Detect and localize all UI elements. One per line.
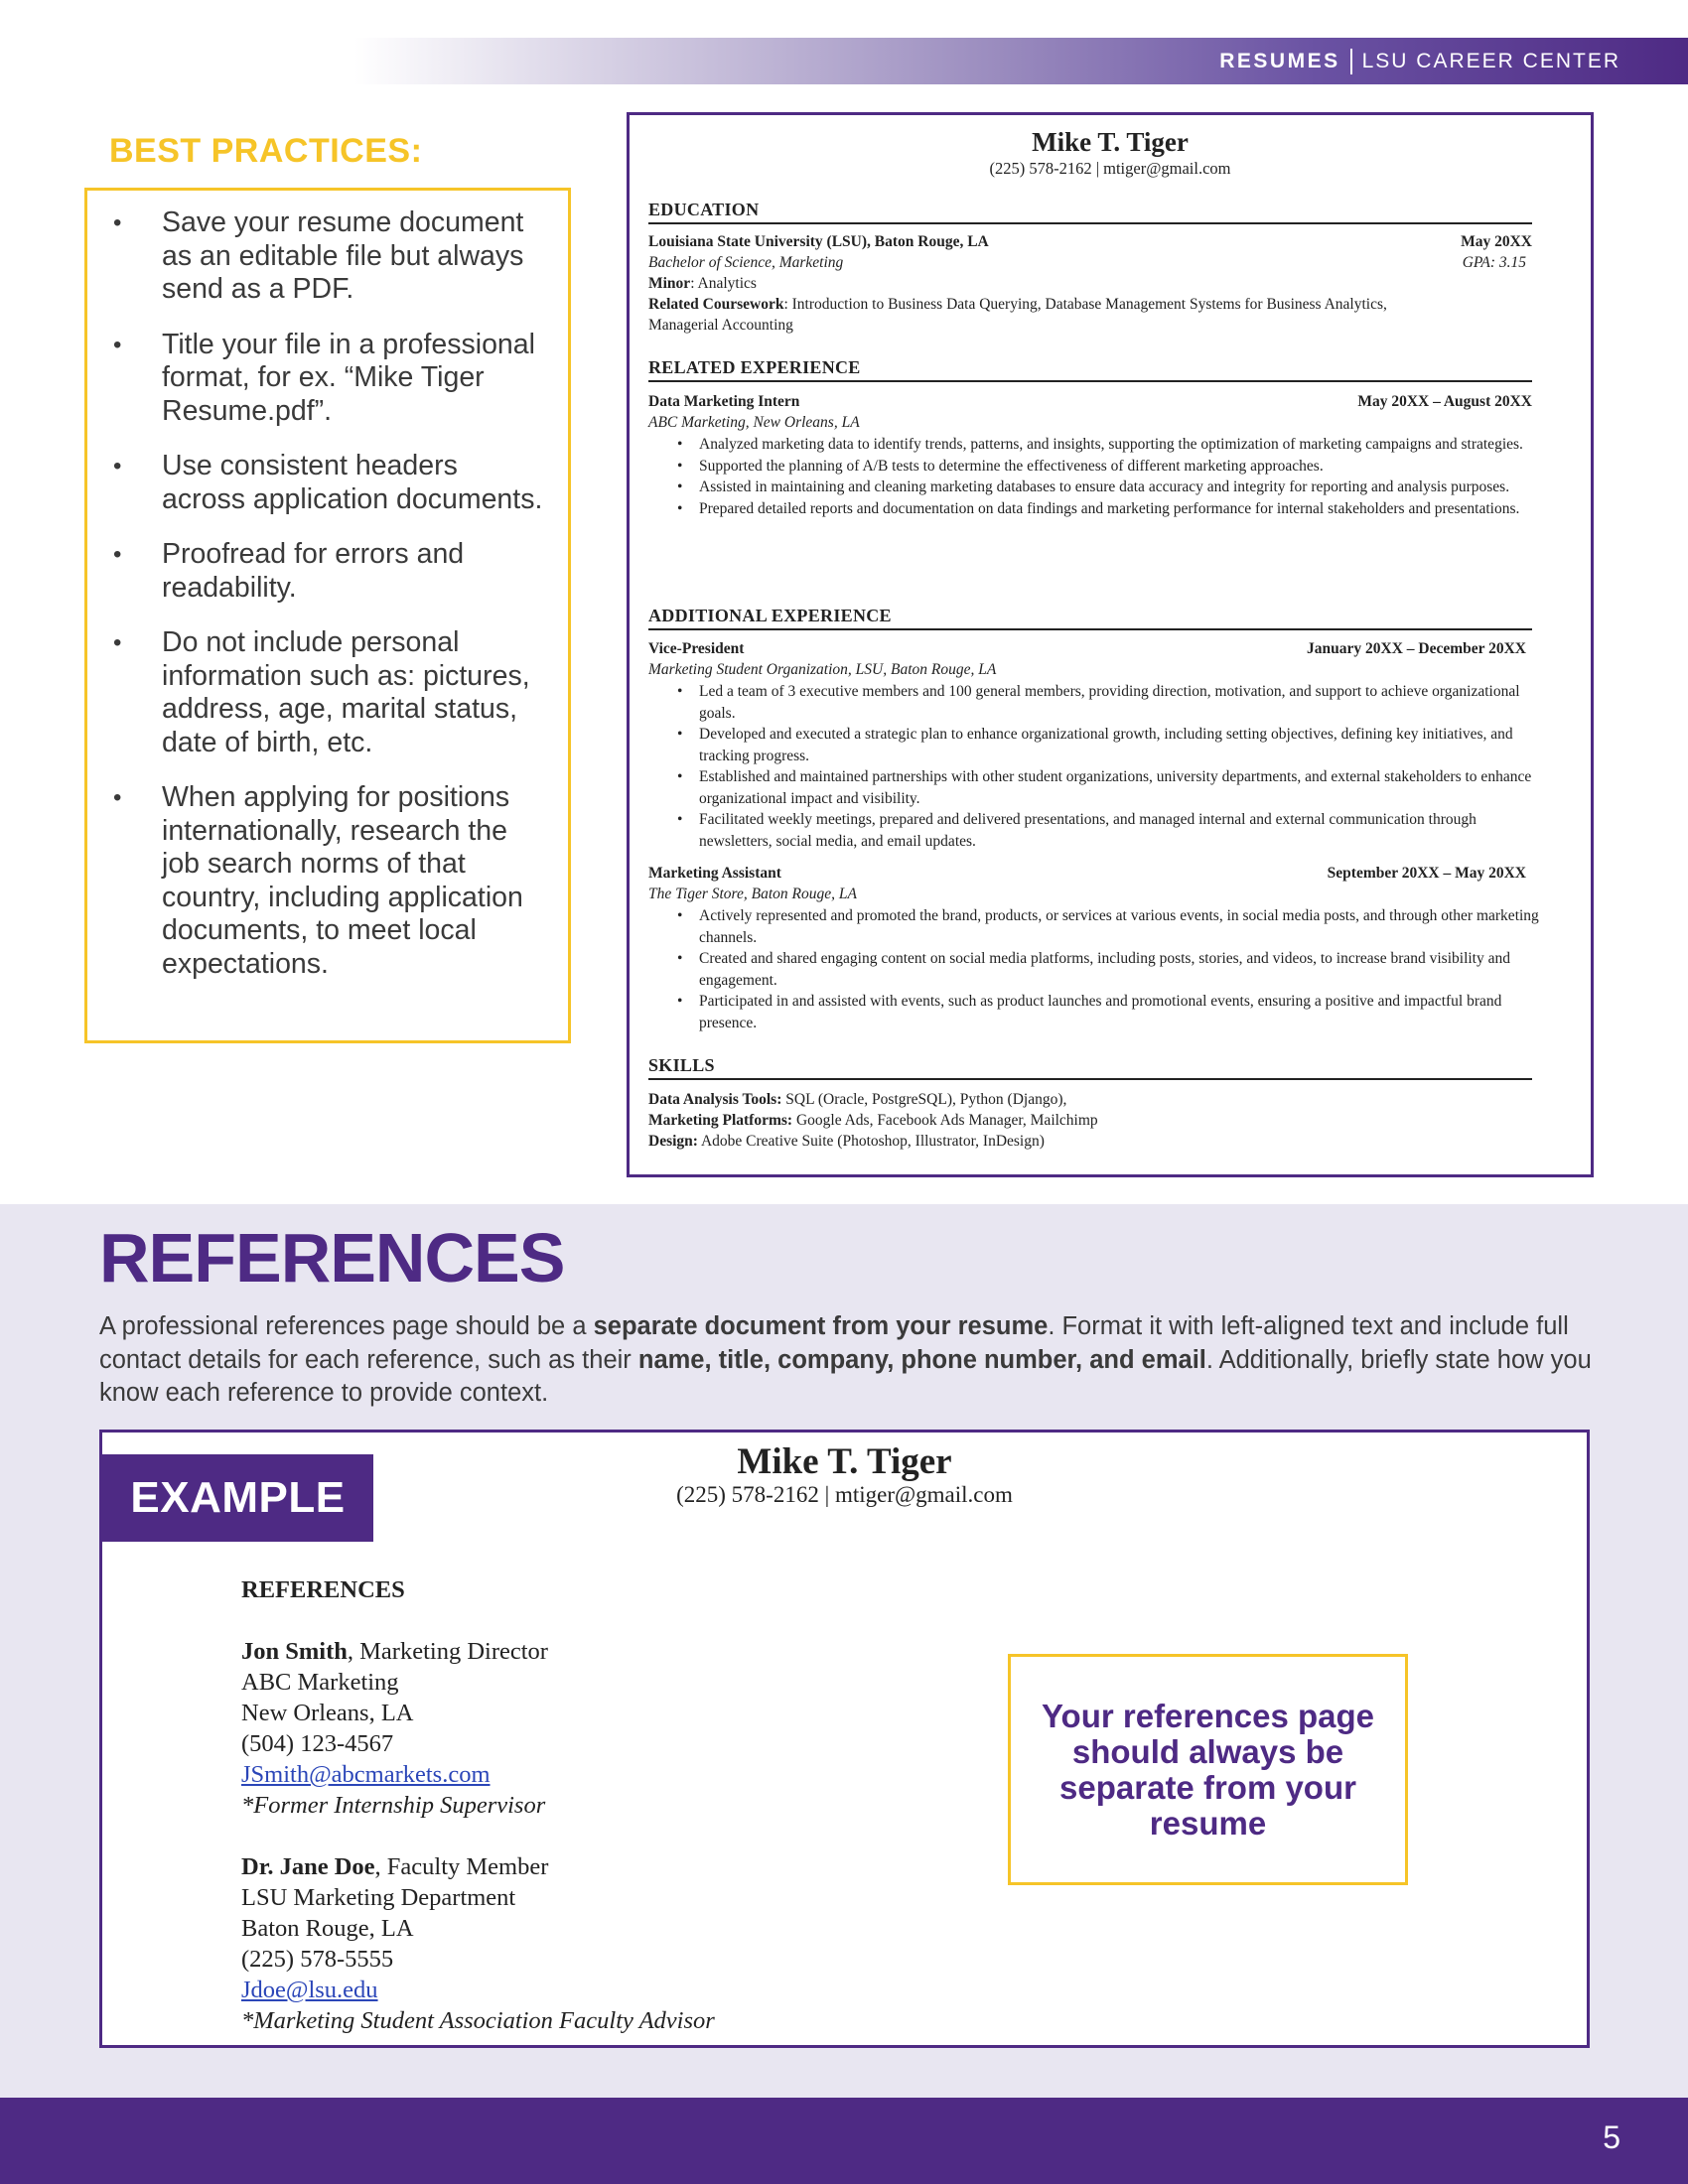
list-item: • Facilitated weekly meetings, prepared and delivered presentations, and managed internal and external communication through newsletters, social media, and email updates. — [699, 809, 1548, 852]
example-references-heading: REFERENCES — [241, 1576, 405, 1603]
list-item: • When applying for positions internationally, research the job search norms of that country, including application documents, to meet local expectations. — [113, 781, 523, 980]
related-title: Data Marketing Intern May 20XX – August 20XX — [648, 393, 1532, 410]
job2-org: The Tiger Store, Baton Rouge, LA — [648, 886, 857, 902]
resume-name: Mike T. Tiger — [1032, 127, 1189, 157]
education-school: Louisiana State University (LSU), Baton Rouge, LA May 20XX — [648, 233, 1532, 250]
list-item: • Participated in and assisted with events, such as product launches and promotional events, ensuring a positive and impactful brand presence. — [699, 991, 1548, 1033]
skills-line: Marketing Platforms: Google Ads, Facebook Ads Manager, Mailchimp — [648, 1112, 1098, 1129]
reference-name: Dr. Jane Doe, Faculty Member — [241, 1853, 549, 1880]
education-gpa: GPA: 3.15 — [1462, 254, 1526, 271]
reference-company: LSU Marketing Department — [241, 1884, 516, 1911]
list-item: • Prepared detailed reports and documentation on data findings and marketing performance for internal stakeholders and presentations. — [699, 498, 1548, 520]
bullet-icon: • — [113, 331, 122, 358]
job1-date: January 20XX – December 20XX — [1307, 640, 1526, 657]
related-date: May 20XX – August 20XX — [1357, 393, 1532, 410]
references-example-box — [99, 1430, 1590, 2048]
education-degree: Bachelor of Science, Marketing GPA: 3.15 — [648, 254, 1526, 271]
reference-name: Jon Smith, Marketing Director — [241, 1638, 548, 1665]
reference-relation: *Former Internship Supervisor — [241, 1792, 546, 1819]
resume-contact: (225) 578-2162 | mtiger@gmail.com — [989, 159, 1231, 178]
skills-line: Data Analysis Tools: SQL (Oracle, PostgreSQL), Python (Django), — [648, 1091, 1067, 1108]
resume-skills-heading: SKILLS — [648, 1055, 1532, 1080]
reference-email-link[interactable]: Jdoe@lsu.edu — [241, 1977, 378, 2003]
bullet-icon: • — [113, 541, 122, 568]
job1-title: Vice-President January 20XX – December 20XX — [648, 640, 1526, 657]
list-item: • Created and shared engaging content on social media platforms, including posts, stories, and videos, to increase brand visibility and engagement. — [699, 948, 1548, 991]
reference-location: New Orleans, LA — [241, 1700, 414, 1726]
list-item: • Developed and executed a strategic plan to enhance organizational growth, including setting objectives, defining key initiatives, and tracking progress. — [699, 724, 1548, 766]
reference-phone: (225) 578-5555 — [241, 1946, 394, 1973]
best-practices-box — [84, 188, 571, 1043]
resume-additional-heading: ADDITIONAL EXPERIENCE — [648, 606, 1532, 630]
education-coursework-cont: Managerial Accounting — [648, 317, 793, 334]
best-practices-title: BEST PRACTICES: — [109, 132, 423, 170]
separate-page-note: Your references page should always be separate from your resume — [1008, 1654, 1408, 1885]
list-item: • Established and maintained partnerships with other student organizations, university departments, and external stakeholders to enhance organizational impact and visibility. — [699, 766, 1548, 809]
footer-band — [0, 2098, 1688, 2184]
reference-relation: *Marketing Student Association Faculty Advisor — [241, 2007, 715, 2034]
related-bullets — [669, 434, 1548, 519]
best-practices-list — [87, 206, 568, 1003]
example-name: Mike T. Tiger — [737, 1441, 952, 1482]
example-label: EXAMPLE — [102, 1454, 373, 1542]
list-item: • Use consistent headers across application documents. — [113, 450, 543, 515]
education-coursework: Related Coursework: Introduction to Business Data Querying, Database Management Systems for Business Analytics, — [648, 296, 1387, 313]
resume-related-heading: RELATED EXPERIENCE — [648, 357, 1532, 382]
resume-education-heading: EDUCATION — [648, 200, 1532, 224]
bullet-icon: • — [113, 209, 122, 236]
list-item: • Save your resume document as an editable file but always send as a PDF. — [113, 206, 524, 305]
skills-line: Design: Adobe Creative Suite (Photoshop, Illustrator, InDesign) — [648, 1133, 1045, 1150]
list-item: • Supported the planning of A/B tests to determine the effectiveness of different marketing approaches. — [699, 456, 1548, 478]
list-item: • Actively represented and promoted the brand, products, or services at various events, in social media posts, and through other marketing channels. — [699, 905, 1548, 948]
list-item: • Proofread for errors and readability. — [113, 538, 465, 604]
job2-title: Marketing Assistant September 20XX – May 20XX — [648, 865, 1526, 882]
resume-sample — [627, 112, 1594, 1177]
list-item: • Led a team of 3 executive members and 100 general members, providing direction, motivation, and support to achieve organizational goals. — [699, 681, 1548, 724]
list-item: • Analyzed marketing data to identify trends, patterns, and insights, supporting the optimization of marketing campaigns and strategies. — [699, 434, 1548, 456]
page-number: 5 — [1603, 2119, 1620, 2155]
job2-date: September 20XX – May 20XX — [1327, 865, 1526, 882]
job1-bullets — [669, 681, 1548, 852]
reference-company: ABC Marketing — [241, 1669, 399, 1696]
bullet-icon: • — [113, 453, 122, 479]
references-title: REFERENCES — [99, 1219, 565, 1297]
related-org: ABC Marketing, New Orleans, LA — [648, 414, 860, 431]
header-separator — [1350, 49, 1352, 74]
job1-org: Marketing Student Organization, LSU, Baton Rouge, LA — [648, 661, 997, 678]
list-item: • Assisted in maintaining and cleaning marketing databases to ensure data accuracy and integrity for reporting and analysis purposes. — [699, 477, 1548, 498]
job2-bullets — [669, 905, 1548, 1033]
bullet-icon: • — [113, 784, 122, 811]
header-band — [0, 38, 1688, 84]
education-date: May 20XX — [1461, 233, 1532, 250]
list-item: • Do not include personal information such as: pictures, address, age, marital status, date of birth, etc. — [113, 626, 530, 758]
example-contact: (225) 578-2162 | mtiger@gmail.com — [676, 1482, 1013, 1507]
list-item: • Title your file in a professional format, for ex. “Mike Tiger Resume.pdf”. — [113, 328, 535, 427]
example-references-list — [241, 1574, 715, 2036]
reference-location: Baton Rouge, LA — [241, 1915, 414, 1942]
bullet-icon: • — [113, 629, 122, 656]
header-title: RESUMES LSU CAREER CENTER — [1219, 38, 1620, 84]
education-minor: Minor: Analytics — [648, 275, 757, 292]
reference-email-link[interactable]: JSmith@abcmarkets.com — [241, 1761, 491, 1788]
references-intro: A professional references page should be a separate document from your resume. Format it with left-aligned text and include full contact details for each reference, such as their name, title, company, phone number, and email. Additionally, briefly state how you know each reference to provide context. — [99, 1312, 1592, 1407]
reference-phone: (504) 123-4567 — [241, 1730, 394, 1757]
